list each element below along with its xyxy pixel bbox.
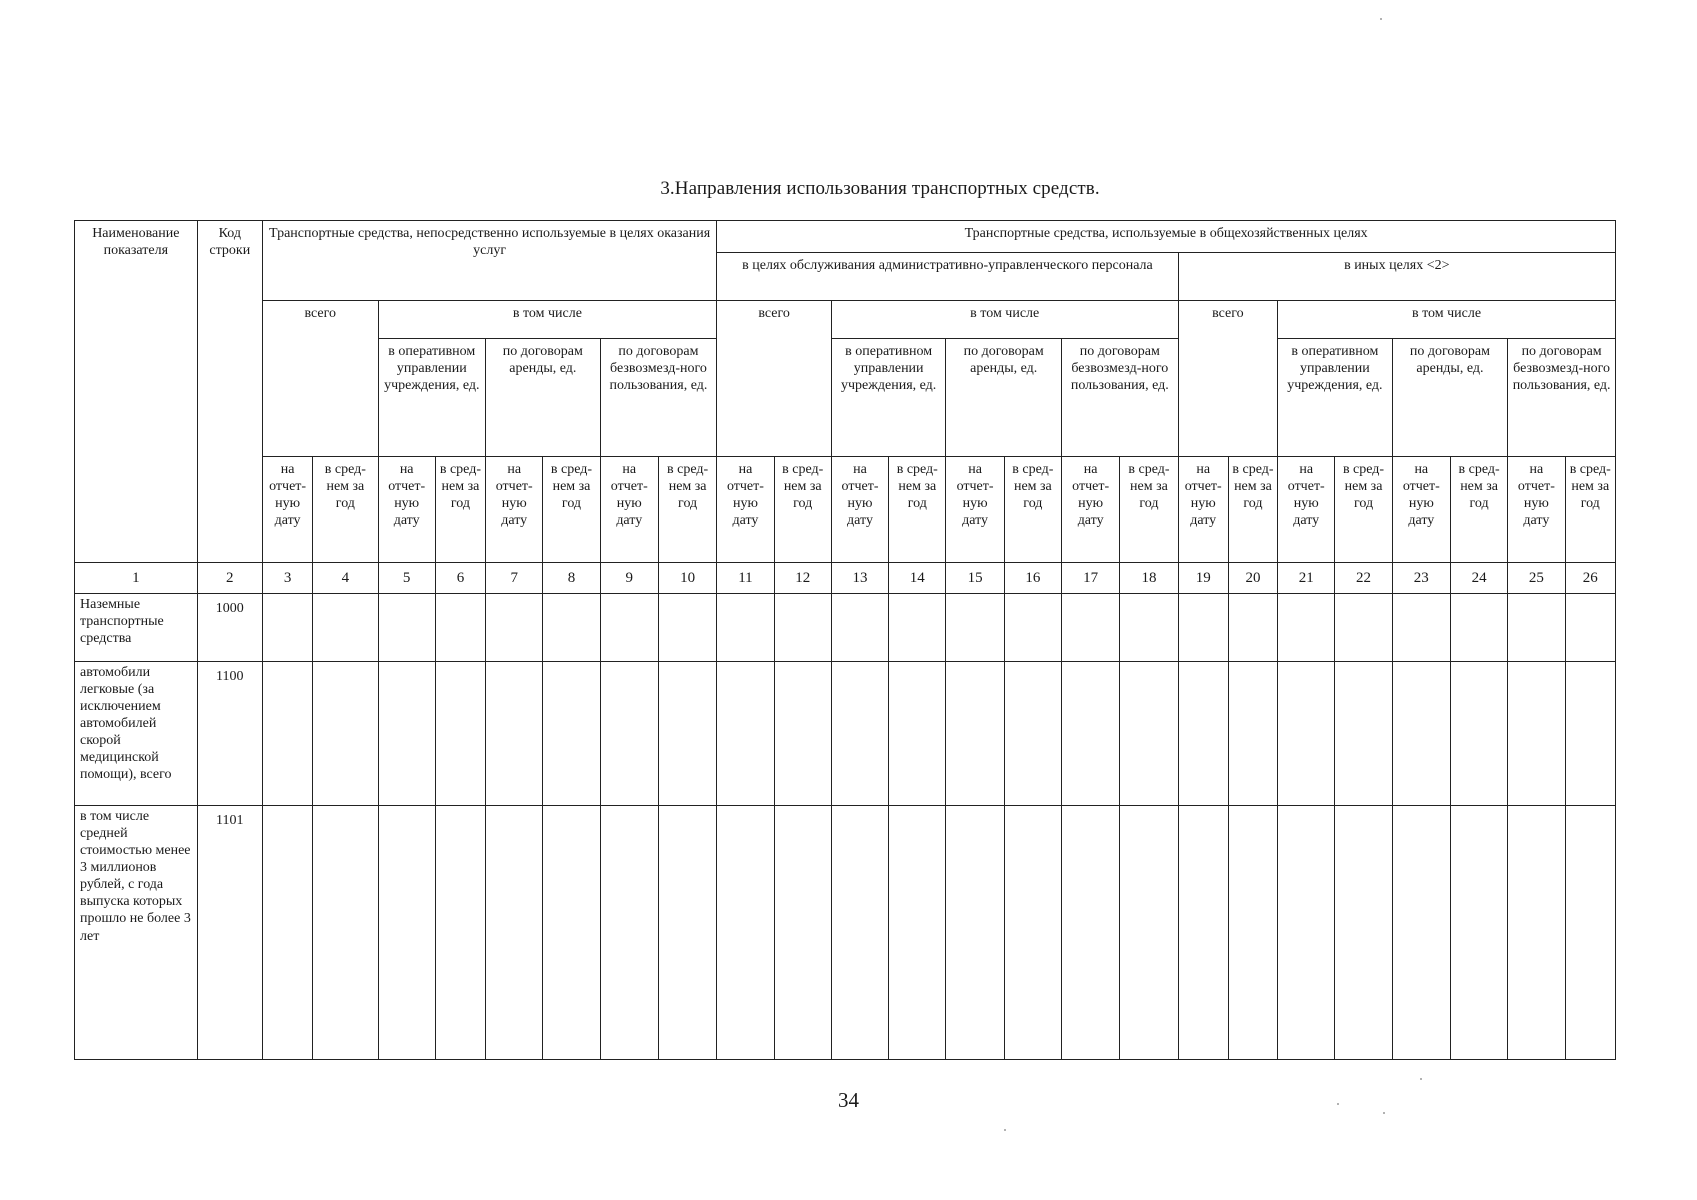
column-number: 13 xyxy=(831,563,888,594)
header-average-for-year: в сред-нем за год xyxy=(1004,457,1061,563)
data-cell[interactable] xyxy=(1450,662,1507,806)
header-average-for-year: в сред-нем за год xyxy=(1450,457,1507,563)
data-cell[interactable] xyxy=(1120,594,1178,662)
column-number: 6 xyxy=(435,563,485,594)
data-cell[interactable] xyxy=(1062,662,1120,806)
row-name: Наземные транспортные средства xyxy=(75,594,198,662)
data-cell[interactable] xyxy=(1508,594,1565,662)
row-code: 1100 xyxy=(197,662,262,806)
data-cell[interactable] xyxy=(717,806,774,1060)
column-number: 2 xyxy=(197,563,262,594)
data-cell[interactable] xyxy=(1228,806,1277,1060)
data-cell[interactable] xyxy=(1178,806,1228,1060)
header-average-for-year: в сред-нем за год xyxy=(543,457,600,563)
data-cell[interactable] xyxy=(831,662,888,806)
column-number: 10 xyxy=(658,563,716,594)
data-cell[interactable] xyxy=(1450,594,1507,662)
data-cell[interactable] xyxy=(1508,662,1565,806)
data-cell[interactable] xyxy=(1004,594,1061,662)
header-row-code: Код строки xyxy=(197,221,262,563)
column-number: 7 xyxy=(486,563,543,594)
scan-speck xyxy=(1337,1103,1339,1105)
data-cell[interactable] xyxy=(1178,662,1228,806)
header-on-reporting-date: на отчет-ную дату xyxy=(600,457,658,563)
data-cell[interactable] xyxy=(1335,594,1392,662)
column-number: 20 xyxy=(1228,563,1277,594)
data-cell[interactable] xyxy=(1120,662,1178,806)
column-number: 14 xyxy=(889,563,946,594)
data-cell[interactable] xyxy=(774,806,831,1060)
row-name: в том числе средней стоимостью менее 3 миллионов рублей, с года выпуска которых прошло не более 3 лет xyxy=(75,806,198,1060)
header-free-use-agreements: по договорам безвозмезд-ного пользования, ед. xyxy=(1062,339,1179,457)
data-cell[interactable] xyxy=(262,594,312,662)
data-cell[interactable] xyxy=(889,662,946,806)
data-cell[interactable] xyxy=(1278,594,1335,662)
header-operational-management: в оперативном управлении учреждения, ед. xyxy=(1278,339,1393,457)
data-cell[interactable] xyxy=(1392,594,1450,662)
row-name: автомобили легковые (за исключением автомобилей скорой медицинской помощи), всего xyxy=(75,662,198,806)
column-number: 26 xyxy=(1565,563,1615,594)
data-cell[interactable] xyxy=(1565,806,1615,1060)
header-lease-agreements: по договорам аренды, ед. xyxy=(1392,339,1508,457)
data-cell[interactable] xyxy=(946,594,1004,662)
header-on-reporting-date: на отчет-ную дату xyxy=(1392,457,1450,563)
data-cell[interactable] xyxy=(831,806,888,1060)
data-cell[interactable] xyxy=(831,594,888,662)
data-cell[interactable] xyxy=(1004,806,1061,1060)
header-average-for-year: в сред-нем за год xyxy=(1335,457,1392,563)
header-total: всего xyxy=(262,301,378,457)
scan-speck xyxy=(1004,1129,1006,1131)
column-number: 21 xyxy=(1278,563,1335,594)
header-average-for-year: в сред-нем за год xyxy=(1565,457,1615,563)
data-cell[interactable] xyxy=(1392,806,1450,1060)
scan-speck xyxy=(1380,18,1382,20)
row-code: 1101 xyxy=(197,806,262,1060)
data-cell[interactable] xyxy=(889,594,946,662)
header-average-for-year: в сред-нем за год xyxy=(435,457,485,563)
data-cell[interactable] xyxy=(1062,594,1120,662)
data-cell[interactable] xyxy=(262,662,312,806)
data-cell[interactable] xyxy=(543,594,600,662)
data-cell[interactable] xyxy=(1508,806,1565,1060)
data-cell[interactable] xyxy=(600,662,658,806)
data-cell[interactable] xyxy=(1392,662,1450,806)
data-cell[interactable] xyxy=(1120,806,1178,1060)
column-number: 24 xyxy=(1450,563,1507,594)
column-number: 16 xyxy=(1004,563,1061,594)
data-cell[interactable] xyxy=(658,662,716,806)
data-cell[interactable] xyxy=(1335,806,1392,1060)
header-free-use-agreements: по договорам безвозмезд-ного пользования, ед. xyxy=(600,339,717,457)
header-direct-use: Транспортные средства, непосредственно используемые в целях оказания услуг xyxy=(262,221,716,301)
column-number: 25 xyxy=(1508,563,1565,594)
scan-speck xyxy=(1420,1078,1422,1080)
header-total: всего xyxy=(1178,301,1278,457)
data-cell[interactable] xyxy=(1450,806,1507,1060)
data-cell[interactable] xyxy=(313,594,378,662)
header-on-reporting-date: на отчет-ную дату xyxy=(1508,457,1565,563)
data-cell[interactable] xyxy=(774,594,831,662)
column-number: 23 xyxy=(1392,563,1450,594)
data-cell[interactable] xyxy=(435,806,485,1060)
header-including: в том числе xyxy=(378,301,717,339)
data-cell[interactable] xyxy=(435,594,485,662)
header-average-for-year: в сред-нем за год xyxy=(658,457,716,563)
column-number: 18 xyxy=(1120,563,1178,594)
header-free-use-agreements: по договорам безвозмезд-ного пользования, ед. xyxy=(1508,339,1616,457)
column-number: 12 xyxy=(774,563,831,594)
header-on-reporting-date: на отчет-ную дату xyxy=(378,457,435,563)
header-general-use: Транспортные средства, используемые в общехозяйственных целях xyxy=(717,221,1616,253)
header-operational-management: в оперативном управлении учреждения, ед. xyxy=(378,339,486,457)
data-cell[interactable] xyxy=(1278,806,1335,1060)
data-cell[interactable] xyxy=(543,662,600,806)
data-cell[interactable] xyxy=(378,806,435,1060)
data-cell[interactable] xyxy=(435,662,485,806)
column-number: 4 xyxy=(313,563,378,594)
data-cell[interactable] xyxy=(1565,662,1615,806)
data-cell[interactable] xyxy=(486,806,543,1060)
transport-usage-table xyxy=(74,220,1616,1060)
data-cell[interactable] xyxy=(1004,662,1061,806)
data-cell[interactable] xyxy=(262,806,312,1060)
row-code: 1000 xyxy=(197,594,262,662)
header-on-reporting-date: на отчет-ную дату xyxy=(1062,457,1120,563)
page-number: 34 xyxy=(838,1088,859,1112)
data-cell[interactable] xyxy=(889,806,946,1060)
data-cell[interactable] xyxy=(486,594,543,662)
data-cell[interactable] xyxy=(378,594,435,662)
header-average-for-year: в сред-нем за год xyxy=(1120,457,1178,563)
header-on-reporting-date: на отчет-ную дату xyxy=(1178,457,1228,563)
column-number: 3 xyxy=(262,563,312,594)
header-on-reporting-date: на отчет-ную дату xyxy=(946,457,1004,563)
data-cell[interactable] xyxy=(1565,594,1615,662)
data-cell[interactable] xyxy=(486,662,543,806)
column-number: 11 xyxy=(717,563,774,594)
data-cell[interactable] xyxy=(658,806,716,1060)
data-cell[interactable] xyxy=(313,806,378,1060)
column-number: 9 xyxy=(600,563,658,594)
data-cell[interactable] xyxy=(378,662,435,806)
header-average-for-year: в сред-нем за год xyxy=(774,457,831,563)
header-admin-staff: в целях обслуживания административно-управленческого персонала xyxy=(717,253,1178,301)
header-including: в том числе xyxy=(831,301,1178,339)
column-number: 5 xyxy=(378,563,435,594)
header-average-for-year: в сред-нем за год xyxy=(889,457,946,563)
data-cell[interactable] xyxy=(600,594,658,662)
header-average-for-year: в сред-нем за год xyxy=(1228,457,1277,563)
data-cell[interactable] xyxy=(1335,662,1392,806)
header-total: всего xyxy=(717,301,832,457)
column-number: 22 xyxy=(1335,563,1392,594)
header-on-reporting-date: на отчет-ную дату xyxy=(717,457,774,563)
header-on-reporting-date: на отчет-ную дату xyxy=(262,457,312,563)
header-on-reporting-date: на отчет-ную дату xyxy=(831,457,888,563)
data-cell[interactable] xyxy=(717,662,774,806)
column-number: 15 xyxy=(946,563,1004,594)
data-cell[interactable] xyxy=(717,594,774,662)
header-other-purposes: в иных целях <2> xyxy=(1178,253,1615,301)
header-average-for-year: в сред-нем за год xyxy=(313,457,378,563)
column-number: 17 xyxy=(1062,563,1120,594)
column-number: 19 xyxy=(1178,563,1228,594)
scan-speck xyxy=(1383,1112,1385,1114)
header-including: в том числе xyxy=(1278,301,1616,339)
data-cell[interactable] xyxy=(1062,806,1120,1060)
header-on-reporting-date: на отчет-ную дату xyxy=(486,457,543,563)
data-cell[interactable] xyxy=(1228,662,1277,806)
data-cell[interactable] xyxy=(1228,594,1277,662)
data-cell[interactable] xyxy=(600,806,658,1060)
header-indicator-name: Наименование показателя xyxy=(75,221,198,563)
section-title: 3.Направления использования транспортных средств. xyxy=(660,178,1100,199)
column-number: 1 xyxy=(75,563,198,594)
data-cell[interactable] xyxy=(1178,594,1228,662)
data-cell[interactable] xyxy=(946,662,1004,806)
header-on-reporting-date: на отчет-ную дату xyxy=(1278,457,1335,563)
column-number: 8 xyxy=(543,563,600,594)
data-cell[interactable] xyxy=(1278,662,1335,806)
data-cell[interactable] xyxy=(774,662,831,806)
header-operational-management: в оперативном управлении учреждения, ед. xyxy=(831,339,946,457)
header-lease-agreements: по договорам аренды, ед. xyxy=(486,339,601,457)
data-cell[interactable] xyxy=(313,662,378,806)
data-cell[interactable] xyxy=(543,806,600,1060)
data-cell[interactable] xyxy=(658,594,716,662)
data-cell[interactable] xyxy=(946,806,1004,1060)
header-lease-agreements: по договорам аренды, ед. xyxy=(946,339,1062,457)
